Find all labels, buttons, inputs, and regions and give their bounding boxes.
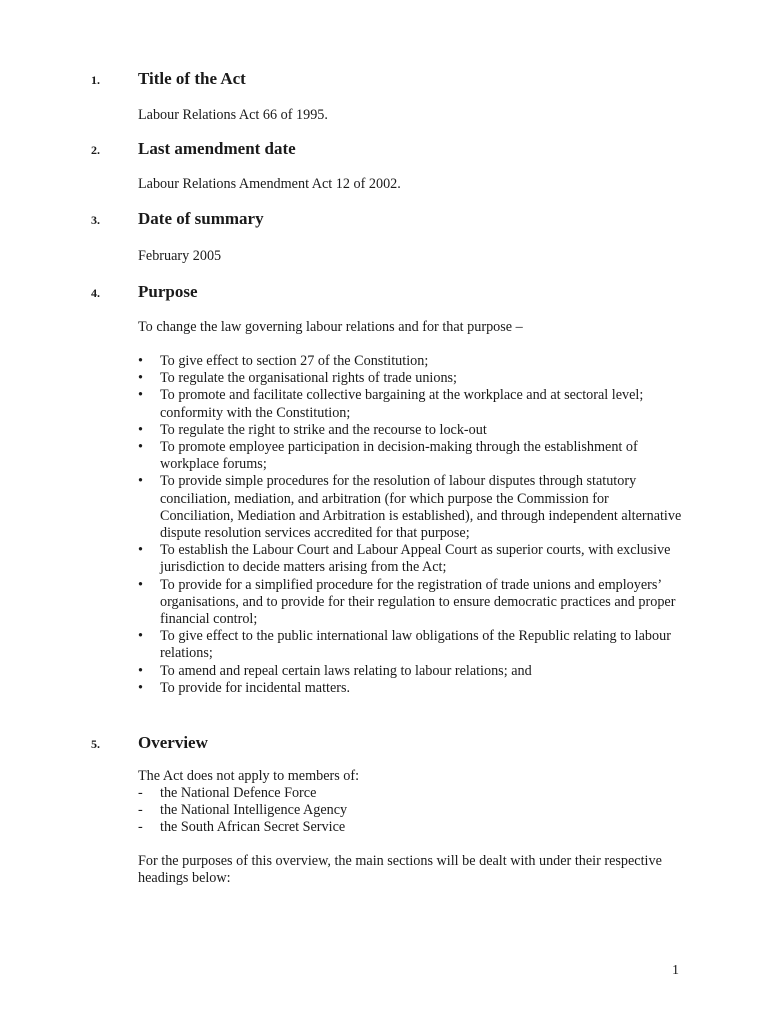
overview-closing: For the purposes of this overview, the main sections will be dealt with under their respective headings below: <box>138 853 662 887</box>
bullet-icon: • <box>138 576 143 593</box>
bullet-icon: • <box>138 353 143 369</box>
bullet-icon: • <box>138 473 143 490</box>
list-item-text: To give effect to section 27 of the Constitution; <box>160 353 429 369</box>
list-item <box>138 819 683 836</box>
list-item-text: To promote employee participation in decision-making through the establishment of workplace forums; <box>160 439 638 473</box>
dash-icon: - <box>138 802 143 819</box>
exclusion-list <box>138 785 683 837</box>
list-item <box>138 387 683 421</box>
list-item-text: the National Defence Force <box>160 785 317 801</box>
list-item <box>138 422 683 439</box>
section-number: 1. <box>91 73 100 87</box>
list-item-text: To amend and repeal certain laws relating to labour relations; and <box>160 662 532 679</box>
section-body: Labour Relations Amendment Act 12 of 2002. <box>138 176 401 192</box>
list-item <box>138 663 683 680</box>
list-item-text: the National Intelligence Agency <box>160 802 348 819</box>
list-item <box>138 370 683 387</box>
page-number: 1 <box>672 963 679 978</box>
section-number: 3. <box>91 213 100 227</box>
list-item-text: To give effect to the public international law obligations of the Republic relating to labour relations; <box>160 628 671 662</box>
bullet-icon: • <box>138 439 143 456</box>
section-number: 4. <box>91 286 100 300</box>
section-body: February 2005 <box>138 248 222 264</box>
list-item <box>138 577 683 629</box>
bullet-icon: • <box>138 542 143 559</box>
list-item-text: To regulate the organisational rights of trade unions; <box>160 370 458 387</box>
section-heading: Title of the Act <box>138 69 246 88</box>
bullet-icon: • <box>138 662 143 679</box>
list-item <box>138 802 683 819</box>
section-number: 2. <box>91 143 100 157</box>
bullet-icon: • <box>138 370 143 387</box>
list-item <box>138 353 683 370</box>
bullet-icon: • <box>138 679 143 696</box>
list-item-text: To provide for a simplified procedure for the registration of trade unions and employers’ organisations, and to provide for their regulation to ensure democratic practices and proper financial control; <box>160 576 676 628</box>
bullet-icon: • <box>138 421 143 438</box>
section-number: 5. <box>91 737 100 751</box>
list-item <box>138 628 683 662</box>
section-body: Labour Relations Act 66 of 1995. <box>138 107 328 123</box>
list-item <box>138 680 683 697</box>
list-item-text: To establish the Labour Court and Labour Appeal Court as superior courts, with exclusive jurisdiction to decide matters arising from the Act; <box>160 542 671 576</box>
dash-icon: - <box>138 785 143 801</box>
bullet-icon: • <box>138 628 143 645</box>
purpose-intro: To change the law governing labour relations and for that purpose – <box>138 319 523 335</box>
section-heading: Last amendment date <box>138 139 296 158</box>
bullet-icon: • <box>138 387 143 404</box>
list-item <box>138 542 683 576</box>
purpose-list <box>138 353 683 697</box>
list-item <box>138 439 683 473</box>
section-heading: Date of summary <box>138 209 264 228</box>
section-heading: Purpose <box>138 282 198 301</box>
overview-intro: The Act does not apply to members of: <box>138 768 360 784</box>
list-item <box>138 785 683 802</box>
list-item <box>138 473 683 542</box>
list-item-text: To regulate the right to strike and the recourse to lock-out <box>160 421 487 438</box>
dash-icon: - <box>138 819 143 836</box>
list-item-text: To provide simple procedures for the resolution of labour disputes through statutory conciliation, mediation, and arbitration (for which purpose the Commission for Conciliation, Mediation and Arbitration is established), and through independent alternative dispute resolution services accredited for that purpose; <box>160 473 682 542</box>
section-heading: Overview <box>138 733 208 752</box>
list-item-text: the South African Secret Service <box>160 819 346 836</box>
list-item-text: To promote and facilitate collective bargaining at the workplace and at sectoral level; conformity with the Constitution; <box>160 387 644 421</box>
list-item-text: To provide for incidental matters. <box>160 679 351 696</box>
